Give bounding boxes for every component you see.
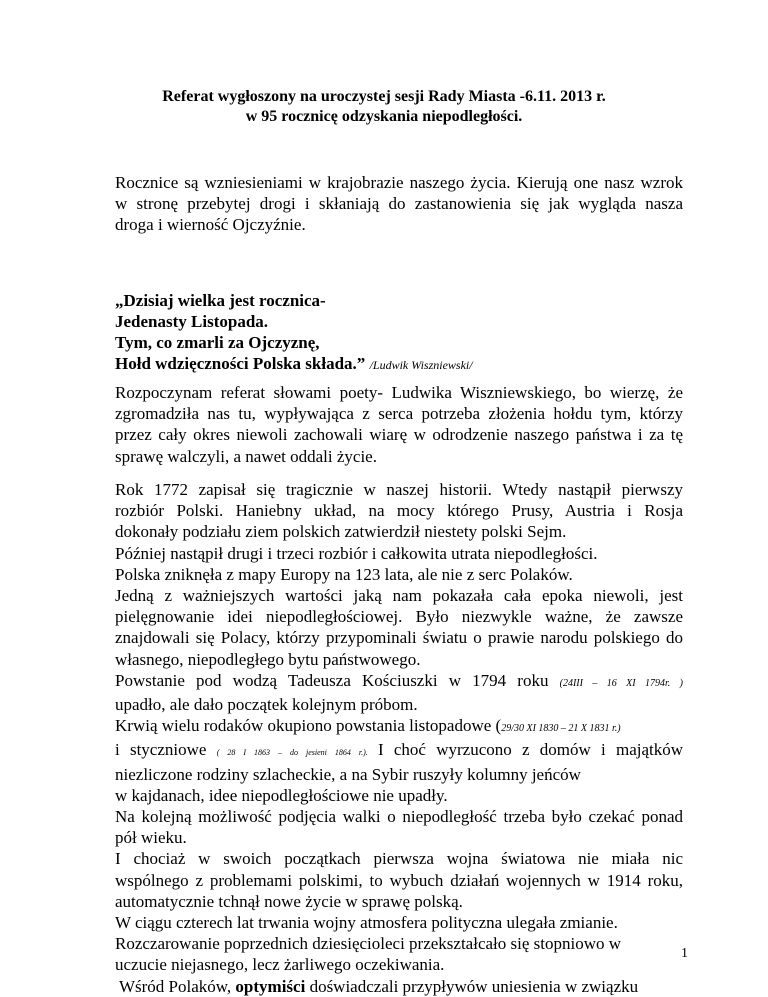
text-line: Na kolejną możliwość podjęcia walki o niepodległość trzeba było czekać ponad [115, 807, 683, 827]
text-line: I chociaż w swoich początkach pierwsza wojna światowa nie miała nic [115, 849, 683, 869]
quote-line: Jedenasty Listopada. [115, 312, 269, 331]
text-line: Rozczarowanie poprzednich dziesięcioleci przekształcało się stopniowo w [115, 934, 622, 954]
text-line: pół wieku. [115, 828, 187, 848]
text-line: rozbiór Polski. Haniebny układ, na mocy którego Prusy, Austria i Rosja [115, 501, 683, 521]
text-line: uczucie niejasnego, lecz żarliwego oczekiwania. [115, 955, 445, 975]
quote-line-text: Hołd wdzięczności Polska składa.” [115, 354, 366, 373]
text-line: Polska zniknęła z mapy Europy na 123 lata, ale nie z serc Polaków. [115, 564, 573, 584]
text-line: przez cały okres niewoli zachowali wiarę w odrodzenie naszego państwa i za tę [115, 425, 683, 445]
paragraph-2 [115, 382, 683, 467]
text-line: pielęgnowanie idei niepodległościowej. Było niezwykle ważne, że zawsze [115, 607, 683, 627]
text-line: wspólnego z problemami polskimi, to wybuch działań wojennych w 1914 roku, [115, 870, 683, 890]
text-line: droga i wierność Ojczyźnie. [115, 215, 306, 235]
emphasis-word: optymiści [235, 976, 306, 996]
text-line: automatycznie tchnął nowe życie w sprawę polską. [115, 891, 463, 911]
paragraph-3 [115, 479, 683, 997]
text-line: własnego, niepodległego bytu państwowego. [115, 649, 421, 669]
quote-line-last [115, 353, 683, 376]
line-text: Powstanie pod wodzą Tadeusza Kościuszki w 1794 roku [115, 670, 549, 690]
text-line: sprawę walczyli, a nawet oddali życie. [115, 446, 377, 466]
text-line-with-note [115, 715, 683, 739]
text-line: znajdowali się Polacy, którzy przypominali światu o prawie narodu polskiego do [115, 628, 683, 648]
text-line: Rozpoczynam referat słowami poety- Ludwika Wiszniewskiego, bo wierzę, że [115, 383, 683, 402]
document-title [0, 87, 768, 127]
line-text: Wśród Polaków, [115, 976, 236, 996]
line-text: i styczniowe [115, 740, 207, 760]
title-line-1: Referat wygłoszony na uroczystej sesji Rady Miasta -6.11. 2013 r. [162, 88, 606, 105]
quote-line: Tym, co zmarli za Ojczyznę, [115, 333, 320, 352]
text-line: dokonały podziału ziem polskich zatwierdził niestety polski Sejm. [115, 522, 567, 542]
text-line: Później nastąpił drugi i trzeci rozbiór i całkowita utrata niepodległości. [115, 543, 598, 563]
intro-paragraph [115, 172, 683, 236]
title-line-2: w 95 rocznicę odzyskania niepodległości. [245, 108, 523, 125]
text-line: Jedną z ważniejszych wartości jaką nam pokazała cała epoka niewoli, jest [115, 586, 683, 606]
text-line: upadło, ale dało początek kolejnym próbom. [115, 695, 418, 715]
line-text: doświadczali przypływów uniesienia w związku [305, 976, 639, 996]
quote-author: /Ludwik Wiszniewski/ [369, 358, 473, 372]
text-line: Rok 1772 zapisał się tragicznie w naszej historii. Wtedy nastąpił pierwszy [115, 480, 683, 499]
poem-quote [115, 290, 683, 376]
date-note: (24III – 16 XI 1794r. ) [559, 677, 683, 689]
text-line: w kajdanach, idee niepodległościowe nie upadły. [115, 785, 448, 805]
text-line: niezliczone rodziny szlacheckie, a na Sybir ruszyły kolumny jeńców [115, 764, 581, 784]
text-line-with-note [115, 670, 683, 694]
text-line-with-note [115, 739, 683, 763]
text-line: Rocznice są wzniesieniami w krajobrazie naszego życia. Kierują one nasz wzrok [115, 173, 683, 192]
quote-line: „Dzisiaj wielka jest rocznica- [115, 291, 326, 310]
date-note: ( 28 I 1863 – do jesieni 1864 r.). [216, 748, 368, 758]
text-line: W ciągu czterech lat trwania wojny atmosfera polityczna ulegała zmianie. [115, 913, 618, 933]
text-line: w stronę przebytej drogi i skłaniają do zastanowienia się jak wygląda nasza [115, 194, 683, 214]
line-text: I choć wyrzucono z domów i majątków [377, 740, 684, 760]
page-number: 1 [681, 946, 688, 961]
text-line: zgromadziła nas tu, wypływająca z serca potrzeba złożenia hołdu tym, którzy [115, 404, 683, 424]
line-text: Krwią wielu rodaków okupiono powstania listopadowe ( [115, 716, 502, 736]
date-note: 29/30 XI 1830 – 21 X 1831 r.) [501, 723, 621, 735]
